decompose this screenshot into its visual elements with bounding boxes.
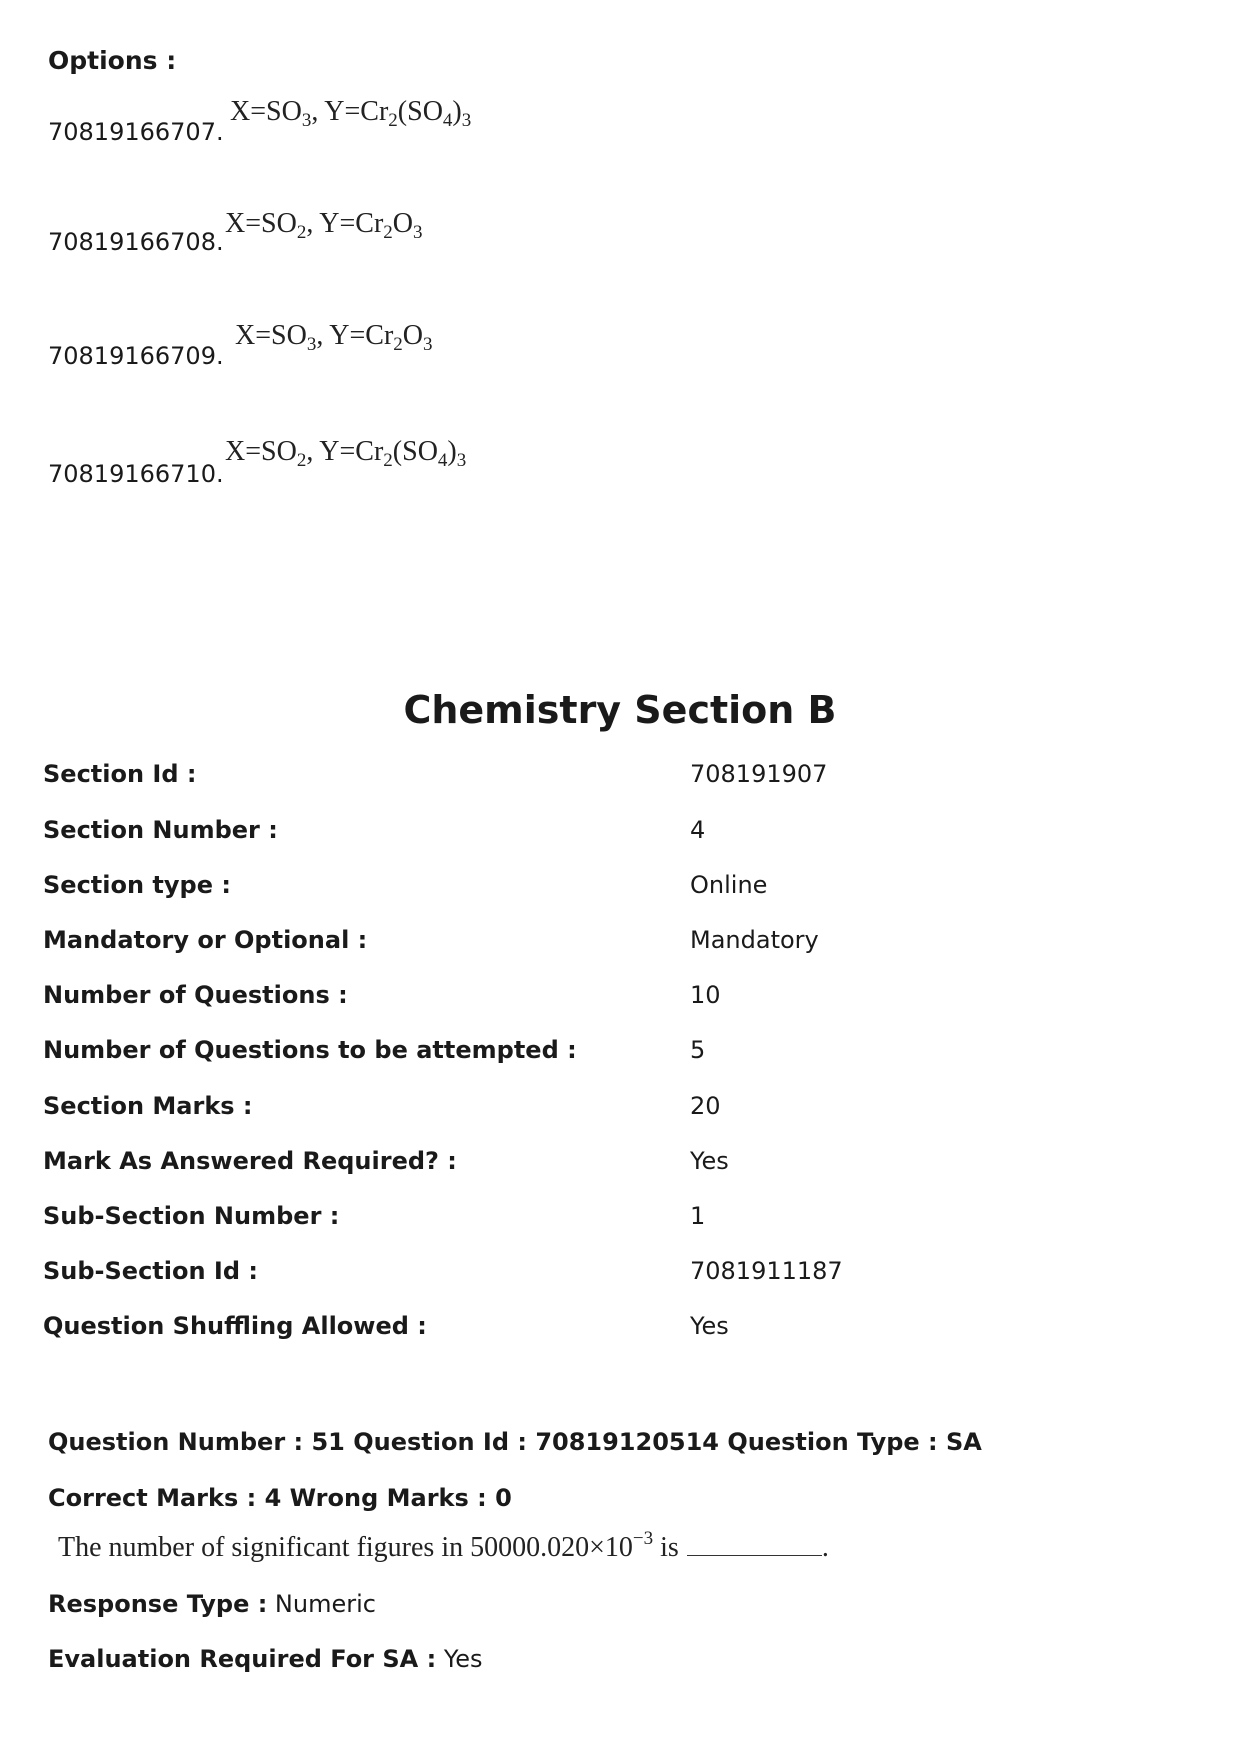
mark-answered-value: Yes [690, 1147, 729, 1175]
section-number-value: 4 [690, 816, 706, 844]
section-marks-value: 20 [690, 1092, 721, 1120]
option-id-2: 70819166708. [48, 228, 224, 256]
section-type-value: Online [690, 871, 768, 899]
num-attempted-value: 5 [690, 1036, 706, 1064]
response-type: Response Type : Numeric [48, 1590, 376, 1618]
mandatory-label: Mandatory or Optional : [43, 926, 368, 954]
sub-section-id-value: 7081911187 [690, 1257, 843, 1285]
option-formula-3: $X=SO_3$, $Y=Cr_2O_3$ [235, 320, 433, 355]
num-attempted-label: Number of Questions to be attempted : [43, 1036, 577, 1064]
option-id-4: 70819166710. [48, 460, 224, 488]
option-formula-4: $X=SO_2$, $Y=Cr_2(SO_4)_3$ [225, 436, 467, 471]
section-id-value: 708191907 [690, 760, 828, 788]
num-questions-label: Number of Questions : [43, 981, 348, 1009]
num-questions-value: 10 [690, 981, 721, 1009]
shuffling-label: Question Shuffling Allowed : [43, 1312, 427, 1340]
mandatory-value: Mandatory [690, 926, 819, 954]
shuffling-value: Yes [690, 1312, 729, 1340]
question-marks: Correct Marks : 4 Wrong Marks : 0 [48, 1484, 512, 1512]
section-marks-label: Section Marks : [43, 1092, 253, 1120]
section-id-label: Section Id : [43, 760, 197, 788]
option-formula-1: $X=SO_3$, $Y=Cr_2(SO_4)_3$ [230, 96, 472, 131]
question-text: The number of significant figures in $50000.020\times 10^{-3}$ is . [58, 1528, 829, 1563]
option-id-3: 70819166709. [48, 342, 224, 370]
options-heading: Options : [48, 46, 177, 75]
option-id-1: 70819166707. [48, 118, 224, 146]
mark-answered-label: Mark As Answered Required? : [43, 1147, 457, 1175]
question-header: Question Number : 51 Question Id : 70819120514 Question Type : SA [48, 1428, 982, 1456]
section-number-label: Section Number : [43, 816, 278, 844]
section-title: Chemistry Section B [403, 688, 837, 732]
section-type-label: Section type : [43, 871, 231, 899]
option-formula-2: $X=SO_2$, $Y=Cr_2O_3$ [225, 208, 423, 243]
evaluation-required: Evaluation Required For SA : Yes [48, 1645, 483, 1673]
sub-section-number-value: 1 [690, 1202, 706, 1230]
answer-blank [687, 1551, 822, 1556]
sub-section-id-label: Sub-Section Id : [43, 1257, 258, 1285]
sub-section-number-label: Sub-Section Number : [43, 1202, 340, 1230]
